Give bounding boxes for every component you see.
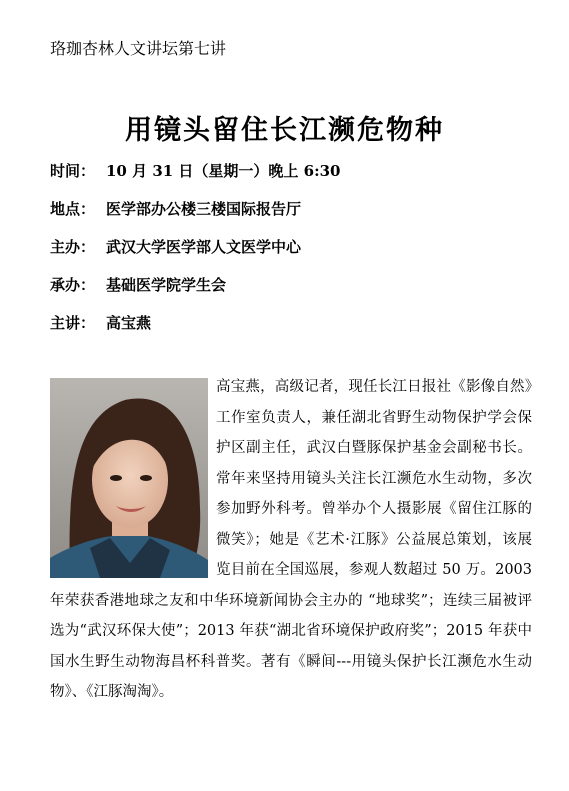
info-row-organizer [50,274,341,312]
location-label: 地点： [50,200,96,218]
event-info [50,160,341,350]
organizer-label: 承办： [50,276,96,294]
location-value: 医学部办公楼三楼国际报告厅 [106,200,302,218]
photo-spacer [50,372,216,580]
lecture-series-title: 珞珈杏林人文讲坛第七讲 [50,39,227,58]
speaker-bio [50,372,532,708]
lecture-title: 用镜头留住长江濒危物种 [125,115,444,146]
info-row-speaker [50,312,341,350]
speaker-value: 高宝燕 [106,314,152,332]
time-label: 时间： [50,162,96,180]
info-row-time [50,160,341,198]
info-row-host [50,236,341,274]
time-value: 10 月 31 日（星期一）晚上 6:30 [106,162,341,180]
info-row-location [50,198,341,236]
host-label: 主办： [50,238,96,256]
speaker-label: 主讲： [50,314,96,332]
bio-text: 高宝燕，高级记者，现任长江日报社《影像自然》工作室负责人，兼任湖北省野生动物保护学会保护区副主任，武汉白暨豚保护基金会副秘书长。常年来坚持用镜头关注长江濒危水生动物，多次参加野外科考。曾举办个人摄影展《留住江豚的微笑》；她是《艺术·江豚》公益展总策划，该展览目前在全国巡展，参观人数超过 50 万。2003 年荣获香港地球之友和中华环境新闻协会主办的 “地球奖”；连续三届被评选为“武汉环保大使”；2013 年获“湖北省环境保护政府奖”；2015 年获中国水生野生动物海昌杯科普奖。著有《瞬间---用镜头保护长江濒危水生动物》、《江豚淘淘》。 [50,379,532,700]
organizer-value: 基础医学院学生会 [106,276,227,294]
host-value: 武汉大学医学部人文医学中心 [106,238,302,256]
